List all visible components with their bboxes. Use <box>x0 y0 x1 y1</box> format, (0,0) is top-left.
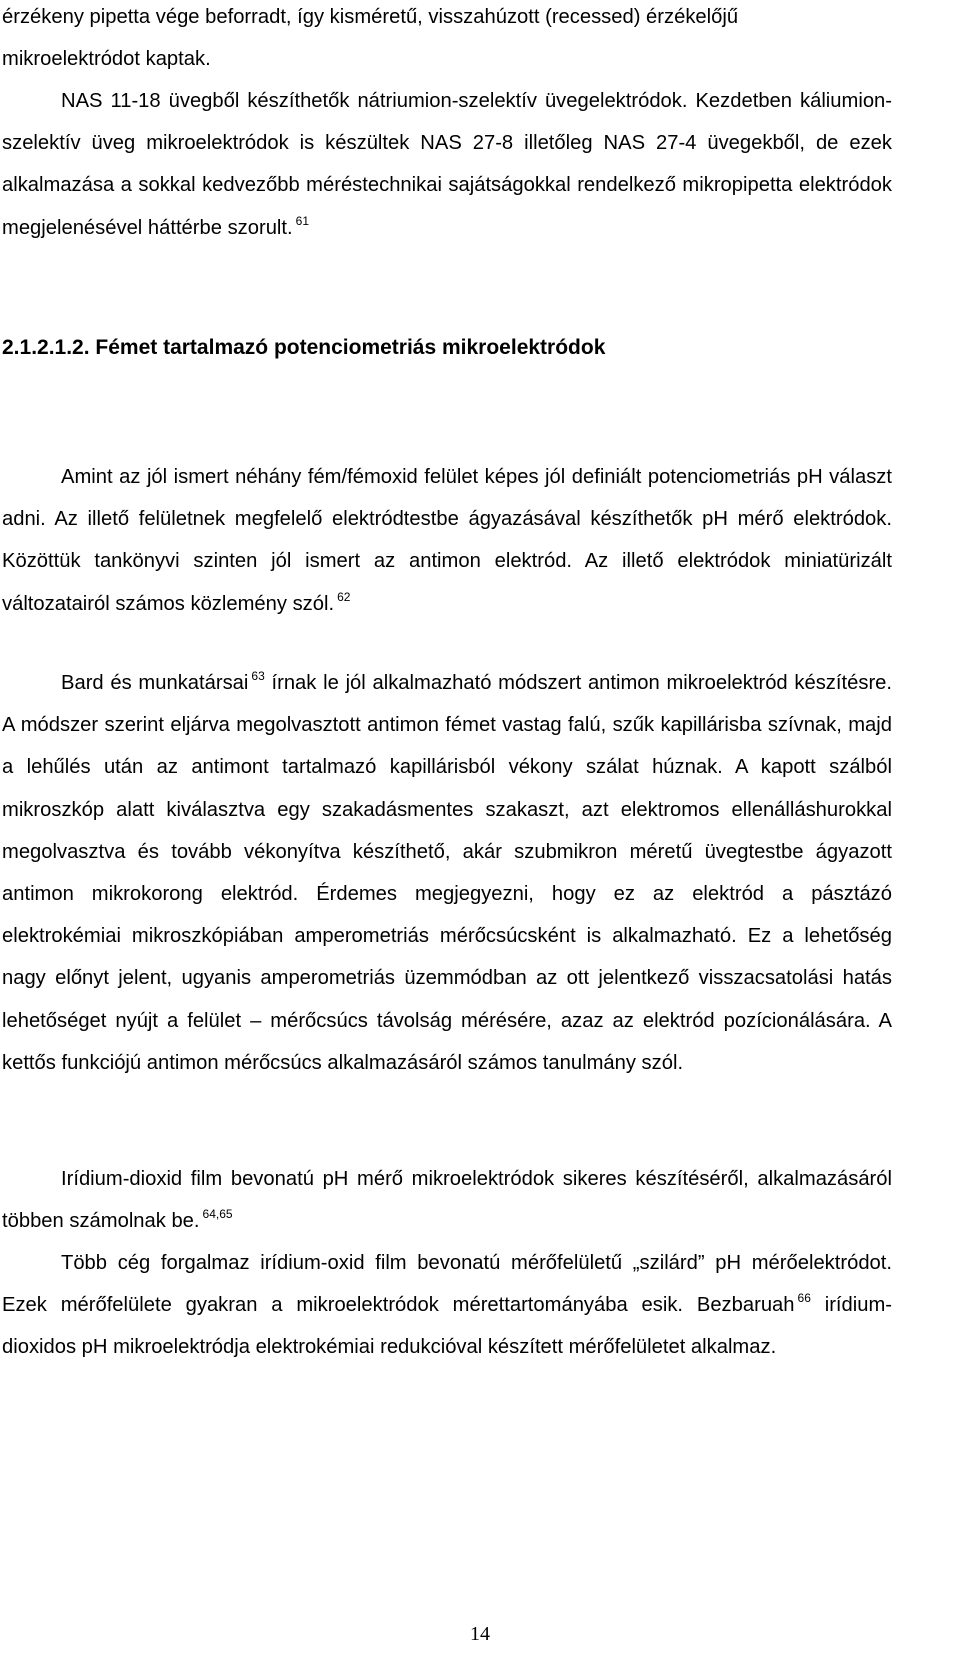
intro-line-1: érzékeny pipetta vége beforradt, így kisméretű, visszahúzott (recessed) érzékelőjű <box>2 6 739 28</box>
footnote-ref-63: 63 <box>251 669 265 683</box>
section-heading: 2.1.2.1.2. Fémet tartalmazó potenciometriás mikroelektródok <box>2 336 606 359</box>
footnote-ref-64-65: 64,65 <box>202 1207 233 1222</box>
footnote-ref-61: 61 <box>295 213 309 228</box>
footnote-ref-66: 66 <box>797 1291 811 1306</box>
intro-line-2: mikroelektródot kaptak. <box>2 48 211 70</box>
body-paragraph-2-lead: Bard és munkatársai <box>61 672 249 694</box>
body-paragraph-4 <box>2 1242 892 1369</box>
body-paragraph-1-text: Amint az jól ismert néhány fém/fémoxid felület képes jól definiált potenciometriás pH választ adni. Az illető felületnek megfelelő elektródtestbe ágyazásával készíthetők pH mérő elektródok. Közöttük tankönyvi szinten jól ismert az antimon elektród. Az illető elektródok miniatürizált változatairól számos közlemény szól. <box>2 466 892 615</box>
intro-paragraph-text: NAS 11-18 üvegből készíthetők nátriumion-szelektív üvegelektródok. Kezdetben káliumion-szelektív üveg mikroelektródok is készültek NAS 27-8 illetőleg NAS 27-4 üvegekből, de ezek alkalmazása a sokkal kedvezőbb méréstechnikai sajátságokkal rendelkező mikropipetta elektródok megjelenésével háttérbe szorult. <box>2 90 892 239</box>
body-paragraph-2 <box>2 662 892 1084</box>
body-paragraph-3-text: Irídium-dioxid film bevonatú pH mérő mikroelektródok sikeres készítéséről, alkalmazásáról többen számolnak be. <box>2 1168 892 1233</box>
body-paragraph-2-text: írnak le jól alkalmazható módszert antimon mikroelektród készítésre. A módszer szerint eljárva megolvasztott antimon fémet vastag falú, szűk kapillárisba szívnak, majd a lehűlés után az antimont tartalmazó kapillárisból vékony szálat húznak. A kapott szálból mikroszkóp alatt kiválasztva egy szakadásmentes szakaszt, azt elektromos ellenálláshurokkal megolvasztva és tovább vékonyítva készíthető, akár szubmikron méretű üvegtestbe ágyazott antimon mikrokorong elektród. Érdemes megjegyezni, hogy ez az elektród a pásztázó elektrokémiai mikroszkópiában amperometriás mérőcsúcsként is alkalmazható. Ez a lehetőség nagy előnyt jelent, ugyanis amperometriás üzemmódban az ott jelentkező visszacsatolási hatás lehetőséget nyújt a felület – mérőcsúcs távolság mérésére, azaz az elektród pozícionálására. A kettős funkciójú antimon mérőcsúcs alkalmazásáról számos tanulmány szól. <box>2 672 893 1074</box>
page-number: 14 <box>470 1623 490 1645</box>
body-paragraph-3 <box>2 1158 892 1242</box>
intro-paragraph <box>2 80 892 249</box>
footnote-ref-62: 62 <box>337 589 351 604</box>
body-paragraph-4-lead: Több cég forgalmaz irídium-oxid film bevonatú mérőfelületű „szilárd” pH mérőelektródot. Ezek mérőfelülete gyakran a mikroelektródok mérettartományába esik. Bezbaruah <box>2 1252 892 1317</box>
body-paragraph-4-text: irídium-dioxidos pH mikroelektródja elektrokémiai redukcióval készített mérőfelületet alkalmaz. <box>2 1294 892 1359</box>
body-paragraph-1 <box>2 456 892 625</box>
